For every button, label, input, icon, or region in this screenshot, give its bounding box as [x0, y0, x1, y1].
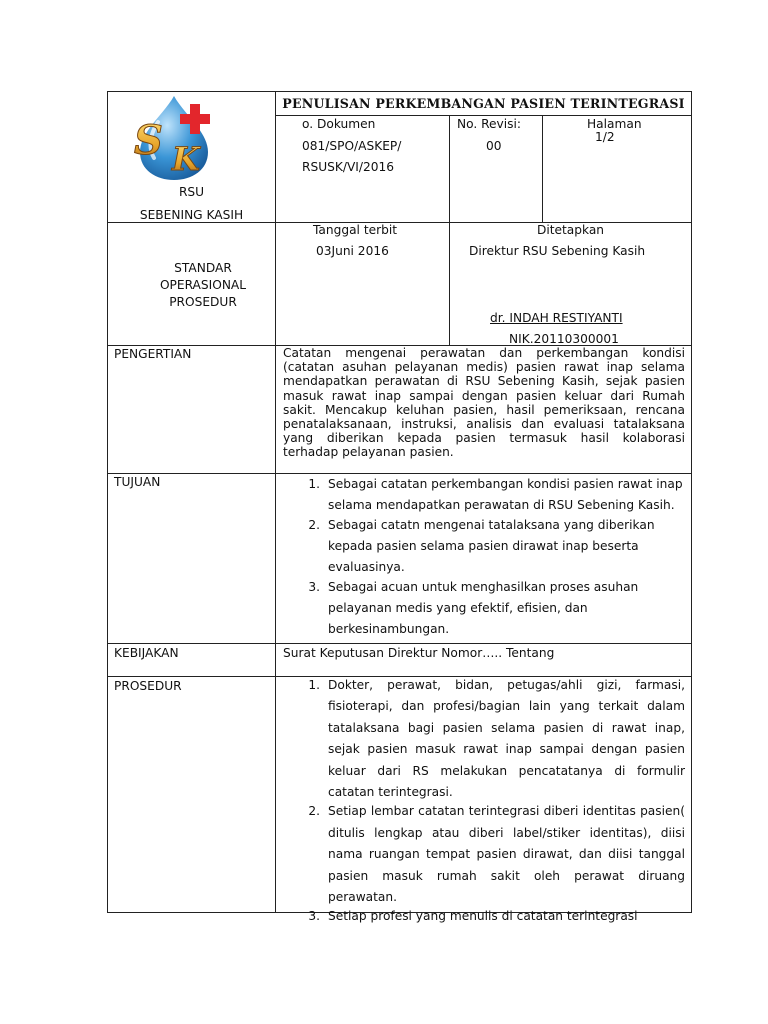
tujuan-item-number: 3.: [308, 580, 320, 594]
tujuan-item-text: Sebagai catatan perkembangan kondisi pasien rawat inap selama mendapatkan perawatan di RSU Sebening Kasih.: [328, 477, 683, 512]
page-value: 1/2: [595, 130, 615, 144]
signer-name: dr. INDAH RESTIYANTI: [490, 311, 623, 325]
sop-label-1: STANDAR: [174, 261, 232, 275]
pengertian-label: PENGERTIAN: [114, 347, 192, 361]
issued-date-label: Tanggal terbit: [313, 223, 398, 237]
doc-number-value-1: 081/SPO/ASKEP/: [302, 139, 402, 153]
kebijakan-label: KEBIJAKAN: [114, 646, 179, 660]
prosedur-item-number: 1.: [308, 678, 320, 692]
hospital-name-line2: SEBENING KASIH: [139, 208, 244, 222]
doc-col-divider: [449, 115, 450, 222]
sop-label-3: PROSEDUR: [169, 295, 237, 309]
page-label: Halaman: [587, 117, 642, 131]
svg-text:K: K: [172, 140, 200, 178]
logo-graphic: [128, 92, 224, 184]
issued-date-value: 03Juni 2016: [316, 244, 389, 258]
prosedur-list: [300, 675, 685, 924]
prosedur-item: [300, 906, 685, 927]
tujuan-item: [300, 577, 685, 640]
sop-label-2: OPERASIONAL: [159, 278, 247, 292]
issued-col-divider: [449, 222, 450, 345]
tujuan-item: [300, 474, 685, 516]
tujuan-item-number: 2.: [308, 518, 320, 532]
revision-value: 00: [486, 139, 502, 153]
col-divider-main: [275, 91, 276, 913]
prosedur-item-text: Setiap profesi yang menulis di catatan terintegrasi: [328, 909, 638, 924]
kebijakan-text: Surat Keputusan Direktur Nomor….. Tentang: [283, 646, 555, 660]
document-title: PENULISAN PERKEMBANGAN PASIEN TERINTEGRASI: [282, 96, 685, 111]
hospital-name-line1: RSU: [178, 185, 205, 199]
revision-label: No. Revisi:: [457, 117, 521, 131]
signer-nik: NIK.20110300001: [509, 332, 619, 346]
prosedur-item: [300, 801, 685, 908]
prosedur-item-number: 3.: [308, 909, 320, 924]
tujuan-label: TUJUAN: [114, 475, 161, 489]
tujuan-item: [300, 515, 685, 578]
tujuan-item-text: Sebagai catatn mengenai tatalaksana yang diberikan kepada pasien selama pasien dirawat inap beserta evaluasinya.: [328, 518, 655, 574]
pengertian-text: Catatan mengenai perawatan dan perkembangan kondisi (catatan asuhan pelayanan medis) pasien rawat inap selama mendapatkan perawatan di RSU Sebening Kasih, sejak pasien masuk rawat inap sampai dengan pasien keluar dari Rumah sakit. Mencakup keluhan pasien, hasil pemeriksaan, rencana penatalaksanaan, instruksi, analisis dan evaluasi tatalaksana yang diberikan kepada pasien termasuk hasil kolaborasi terhadap pelayanan pasien.: [283, 346, 685, 460]
svg-text:S: S: [134, 117, 163, 164]
prosedur-item-number: 2.: [308, 804, 320, 819]
prosedur-item-text: Setiap lembar catatan terintegrasi diberi identitas pasien( ditulis lengkap atau diberi label/stiker identitas), diisi nama ruangan tempat pasien dirawat, dan diisi tanggal pasien masuk rumah sakit oleh perawat diruang perawatan.: [328, 804, 685, 905]
rev-col-divider: [542, 115, 543, 222]
doc-number-value-2: RSUSK/VI/2016: [302, 160, 395, 174]
tujuan-list: [300, 474, 685, 639]
tujuan-item-text: Sebagai acuan untuk menghasilkan proses asuhan pelayanan medis yang efektif, efisien, dan berkesinambungan.: [328, 580, 639, 636]
tujuan-item-number: 1.: [308, 477, 320, 491]
approved-label: Ditetapkan: [536, 223, 605, 237]
prosedur-item: [300, 675, 685, 803]
prosedur-item-text: Dokter, perawat, bidan, petugas/ahli gizi, farmasi, fisioterapi, dan profesi/bagian lain yang terkait dalam tatalaksana bagi pasien selama pasien di rawat inap, sejak pasien masuk rawat inap sampai dengan pasien keluar dari RS melakukan pencatatanya di formulir catatan terintegrasi.: [328, 678, 685, 800]
table-border-right: [691, 91, 692, 913]
hospital-logo: [128, 92, 224, 184]
doc-number-label: o. Dokumen: [302, 117, 376, 131]
prosedur-label: PROSEDUR: [114, 679, 182, 693]
approved-by: Direktur RSU Sebening Kasih: [469, 244, 646, 258]
row-divider-4: [107, 643, 692, 644]
